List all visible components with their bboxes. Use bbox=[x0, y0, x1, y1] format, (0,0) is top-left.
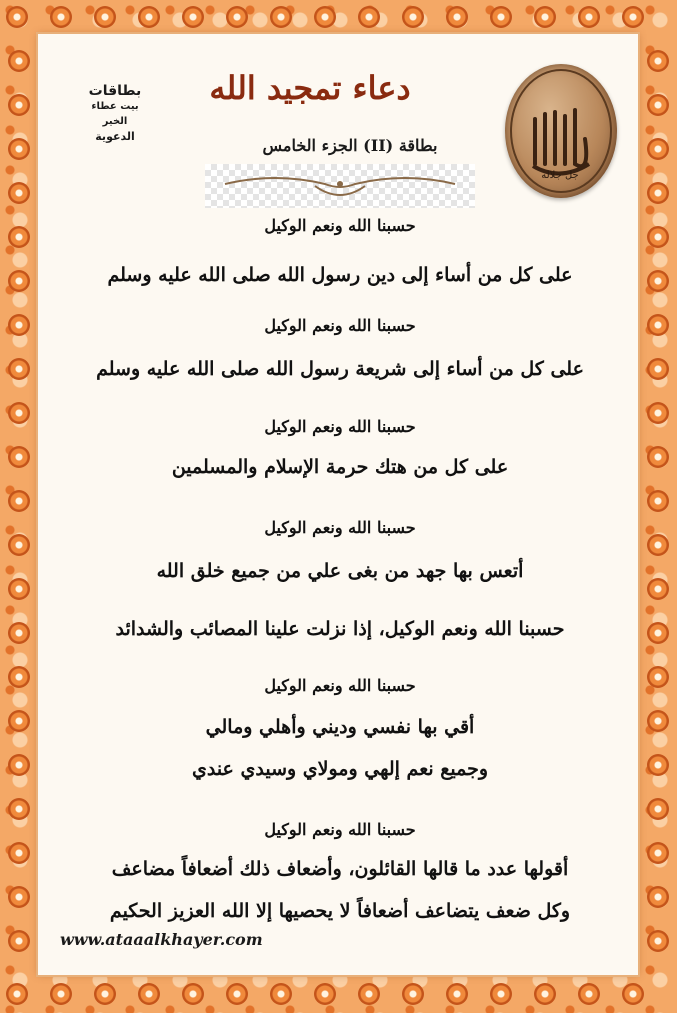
border-flower-icon bbox=[622, 983, 644, 1005]
border-flower-icon bbox=[226, 6, 248, 28]
card-label: بطاقة (II) الجزء الخامس bbox=[262, 136, 438, 155]
border-flower-icon bbox=[647, 578, 669, 600]
border-flower-icon bbox=[647, 358, 669, 380]
border-flower-icon bbox=[8, 182, 30, 204]
border-flower-icon bbox=[6, 983, 28, 1005]
border-flower-icon bbox=[647, 710, 669, 732]
prayer-line-2: على كل من أساء إلى دين رسول الله صلى الله عليه وسلم bbox=[107, 264, 573, 286]
border-flower-icon bbox=[8, 666, 30, 688]
logo-line-1: بطاقات bbox=[88, 83, 142, 99]
border-flower-icon bbox=[8, 886, 30, 908]
border-flower-icon bbox=[182, 6, 204, 28]
logo-line-2: بيت عطاء الخير bbox=[91, 101, 139, 127]
medallion-caption: جل جلاله bbox=[541, 170, 579, 181]
border-flower-icon bbox=[446, 6, 468, 28]
border-flower-icon bbox=[314, 6, 336, 28]
border-flower-icon bbox=[8, 754, 30, 776]
border-flower-icon bbox=[8, 842, 30, 864]
border-flower-icon bbox=[647, 842, 669, 864]
border-flower-icon bbox=[6, 6, 28, 28]
prayer-line-10: حسبنا الله ونعم الوكيل bbox=[264, 676, 416, 695]
border-flower-icon bbox=[534, 983, 556, 1005]
border-flower-icon bbox=[647, 314, 669, 336]
prayer-line-6: على كل من هتك حرمة الإسلام والمسلمين bbox=[171, 456, 509, 478]
border-flower-icon bbox=[534, 6, 556, 28]
prayer-line-7: حسبنا الله ونعم الوكيل bbox=[264, 518, 416, 537]
border-flower-icon bbox=[8, 94, 30, 116]
border-flower-icon bbox=[578, 983, 600, 1005]
border-flower-icon bbox=[647, 886, 669, 908]
publisher-logo bbox=[80, 83, 150, 143]
border-flower-icon bbox=[8, 50, 30, 72]
border-flower-icon bbox=[270, 983, 292, 1005]
border-flower-icon bbox=[647, 94, 669, 116]
border-flower-icon bbox=[94, 983, 116, 1005]
prayer-line-3: حسبنا الله ونعم الوكيل bbox=[264, 316, 416, 335]
border-flower-icon bbox=[622, 6, 644, 28]
border-flower-icon bbox=[358, 983, 380, 1005]
prayer-line-11: أقي بها نفسي وديني وأهلي ومالي bbox=[205, 716, 475, 738]
prayer-line-14: أقولها عدد ما قالها القائلون، وأضعاف ذلك أضعافاً مضاعف bbox=[111, 858, 569, 880]
border-flower-icon bbox=[8, 534, 30, 556]
border-flower-icon bbox=[8, 622, 30, 644]
page-title: دعاء تمجيد الله bbox=[209, 69, 411, 107]
logo-line-3: الدعوية bbox=[95, 130, 135, 143]
border-flower-icon bbox=[647, 138, 669, 160]
prayer-line-1: حسبنا الله ونعم الوكيل bbox=[264, 216, 416, 235]
border-flower-icon bbox=[50, 983, 72, 1005]
border-flower-icon bbox=[647, 754, 669, 776]
border-flower-icon bbox=[8, 314, 30, 336]
border-flower-icon bbox=[647, 622, 669, 644]
border-flower-icon bbox=[226, 983, 248, 1005]
border-flower-icon bbox=[94, 6, 116, 28]
border-flower-icon bbox=[50, 6, 72, 28]
border-flower-icon bbox=[647, 182, 669, 204]
border-flower-icon bbox=[490, 6, 512, 28]
border-flower-icon bbox=[647, 798, 669, 820]
border-flower-icon bbox=[8, 710, 30, 732]
border-flower-icon bbox=[270, 6, 292, 28]
border-flower-icon bbox=[358, 6, 380, 28]
prayer-line-12: وجميع نعم إلهي ومولاي وسيدي عندي bbox=[191, 758, 489, 780]
border-flower-icon bbox=[647, 930, 669, 952]
border-flower-icon bbox=[8, 402, 30, 424]
border-flower-icon bbox=[446, 983, 468, 1005]
ornament-divider bbox=[205, 164, 475, 208]
border-flower-icon bbox=[647, 446, 669, 468]
prayer-line-5: حسبنا الله ونعم الوكيل bbox=[264, 417, 416, 436]
border-flower-icon bbox=[182, 983, 204, 1005]
prayer-line-13: حسبنا الله ونعم الوكيل bbox=[264, 820, 416, 839]
border-flower-icon bbox=[8, 930, 30, 952]
border-flower-icon bbox=[490, 983, 512, 1005]
border-flower-icon bbox=[8, 226, 30, 248]
border-flower-icon bbox=[647, 270, 669, 292]
prayer-line-8: أتعس بها جهد من بغى علي من جميع خلق الله bbox=[156, 560, 524, 582]
border-flower-icon bbox=[402, 983, 424, 1005]
border-flower-icon bbox=[8, 138, 30, 160]
border-flower-icon bbox=[647, 534, 669, 556]
prayer-line-4: على كل من أساء إلى شريعة رسول الله صلى الله عليه وسلم bbox=[96, 358, 584, 380]
border-flower-icon bbox=[647, 666, 669, 688]
border-flower-icon bbox=[647, 226, 669, 248]
border-flower-icon bbox=[138, 6, 160, 28]
border-flower-icon bbox=[8, 798, 30, 820]
website-link[interactable]: www.ataaalkhayer.com bbox=[60, 930, 263, 949]
prayer-line-9: حسبنا الله ونعم الوكيل، إذا نزلت علينا المصائب والشدائد bbox=[115, 618, 565, 640]
border-flower-icon bbox=[647, 490, 669, 512]
border-flower-icon bbox=[8, 270, 30, 292]
border-flower-icon bbox=[402, 6, 424, 28]
border-flower-icon bbox=[8, 446, 30, 468]
border-flower-icon bbox=[8, 490, 30, 512]
prayer-line-15: وكل ضعف يتضاعف أضعافاً لا يحصيها إلا الله العزيز الحكيم bbox=[109, 900, 571, 922]
border-flower-icon bbox=[578, 6, 600, 28]
border-flower-icon bbox=[8, 578, 30, 600]
border-flower-icon bbox=[647, 402, 669, 424]
border-flower-icon bbox=[647, 50, 669, 72]
border-flower-icon bbox=[138, 983, 160, 1005]
border-flower-icon bbox=[314, 983, 336, 1005]
border-flower-icon bbox=[8, 358, 30, 380]
